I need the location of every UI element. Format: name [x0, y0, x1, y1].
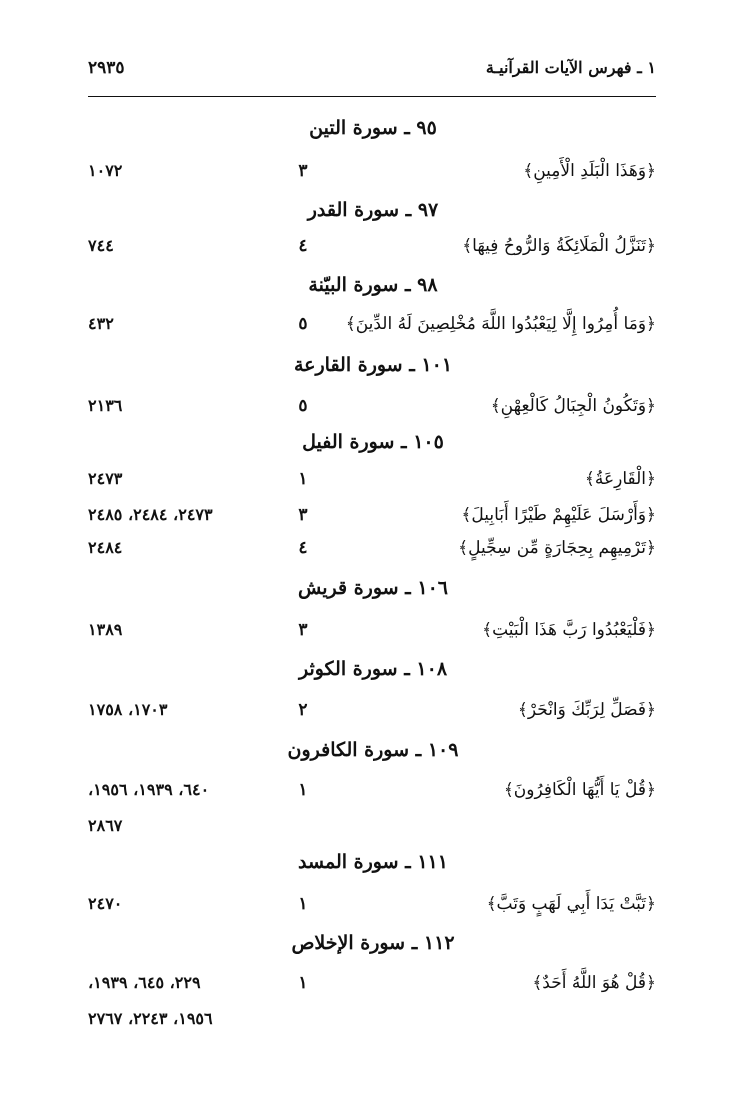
verse-number: ٥: [298, 314, 308, 334]
verse-text: ﴿الْقَارِعَةُ﴾: [584, 469, 656, 489]
page-references: ١٣٨٩: [88, 620, 123, 639]
verse-text: ﴿وَمَا أُمِرُوا إِلَّا لِيَعْبُدُوا اللَّهَ مُخْلِصِينَ لَهُ الدِّينَ﴾: [345, 314, 656, 334]
page-references: ٢٨٦٧: [88, 816, 123, 835]
page-references: ٢٤٨٤: [88, 538, 123, 557]
page-references: ١٩٥٦، ٢٢٤٣، ٢٧٦٧: [88, 1009, 213, 1028]
verse-text: ﴿فَصَلِّ لِرَبِّكَ وَانْحَرْ﴾: [517, 700, 656, 720]
verse-text: ﴿فَلْيَعْبُدُوا رَبَّ هَذَا الْبَيْتِ﴾: [482, 620, 656, 640]
verse-number: ٣: [298, 620, 308, 640]
verse-number: ١: [298, 780, 308, 800]
surah-heading: ١٠٥ ـ سورة الفيل: [302, 431, 444, 453]
verse-number: ٤: [298, 538, 308, 558]
verse-number: ٤: [298, 236, 308, 256]
verse-number: ١: [298, 469, 308, 489]
verse-text: ﴿وَهَذَا الْبَلَدِ الْأَمِينِ﴾: [523, 161, 656, 181]
page-references: ١٧٠٣، ١٧٥٨: [88, 700, 168, 719]
verse-text: ﴿قُلْ هُوَ اللَّهُ أَحَدٌ﴾: [532, 973, 656, 993]
surah-heading: ١٠٨ ـ سورة الكوثر: [298, 658, 448, 680]
page-references: ٢٤٧٣: [88, 469, 123, 488]
verse-text: ﴿وَأَرْسَلَ عَلَيْهِمْ طَيْرًا أَبَابِيلَ﴾: [461, 505, 656, 525]
verse-number: ٢: [298, 700, 308, 720]
surah-heading: ٩٧ ـ سورة القدر: [307, 199, 439, 221]
page-number: ٢٩٣٥: [88, 58, 125, 78]
page-references: ١٠٧٢: [88, 161, 123, 180]
page-references: ٢٢٩، ٦٤٥، ١٩٣٩،: [88, 973, 201, 992]
verse-text: ﴿قُلْ يَا أَيُّهَا الْكَافِرُونَ﴾: [503, 780, 656, 800]
surah-heading: ١١١ ـ سورة المسد: [298, 851, 448, 873]
verse-text: ﴿تَبَّتْ يَدَا أَبِي لَهَبٍ وَتَبَّ﴾: [486, 894, 656, 914]
surah-heading: ٩٨ ـ سورة البيّنة: [308, 274, 438, 296]
verse-number: ٥: [298, 396, 308, 416]
surah-heading: ١١٢ ـ سورة الإخلاص: [291, 932, 455, 954]
page-references: ٦٤٠، ١٩٣٩، ١٩٥٦،: [88, 780, 210, 799]
verse-number: ٣: [298, 161, 308, 181]
verse-text: ﴿تَرْمِيهِم بِحِجَارَةٍ مِّن سِجِّيلٍ﴾: [458, 538, 656, 558]
page-references: ٧٤٤: [88, 236, 114, 255]
page-references: ٢١٣٦: [88, 396, 123, 415]
running-title: ١ ـ فهرس الآيات القرآنيـة: [485, 58, 656, 77]
surah-heading: ٩٥ ـ سورة التين: [309, 117, 437, 139]
verse-number: ٣: [298, 505, 308, 525]
surah-heading: ١٠١ ـ سورة القارعة: [293, 354, 453, 376]
verse-text: ﴿وَتَكُونُ الْجِبَالُ كَالْعِهْنِ﴾: [490, 396, 656, 416]
surah-heading: ١٠٩ ـ سورة الكافرون: [287, 739, 459, 761]
page-references: ٤٣٢: [88, 314, 114, 333]
verse-text: ﴿تَنَزَّلُ الْمَلَائِكَةُ وَالرُّوحُ فِيهَا﴾: [462, 236, 656, 256]
surah-heading: ١٠٦ ـ سورة قريش: [298, 577, 448, 599]
verse-number: ١: [298, 973, 308, 993]
page-references: ٢٤٧٠: [88, 894, 123, 913]
page-references: ٢٤٧٣، ٢٤٨٤، ٢٤٨٥: [88, 505, 213, 524]
verse-number: ١: [298, 894, 308, 914]
